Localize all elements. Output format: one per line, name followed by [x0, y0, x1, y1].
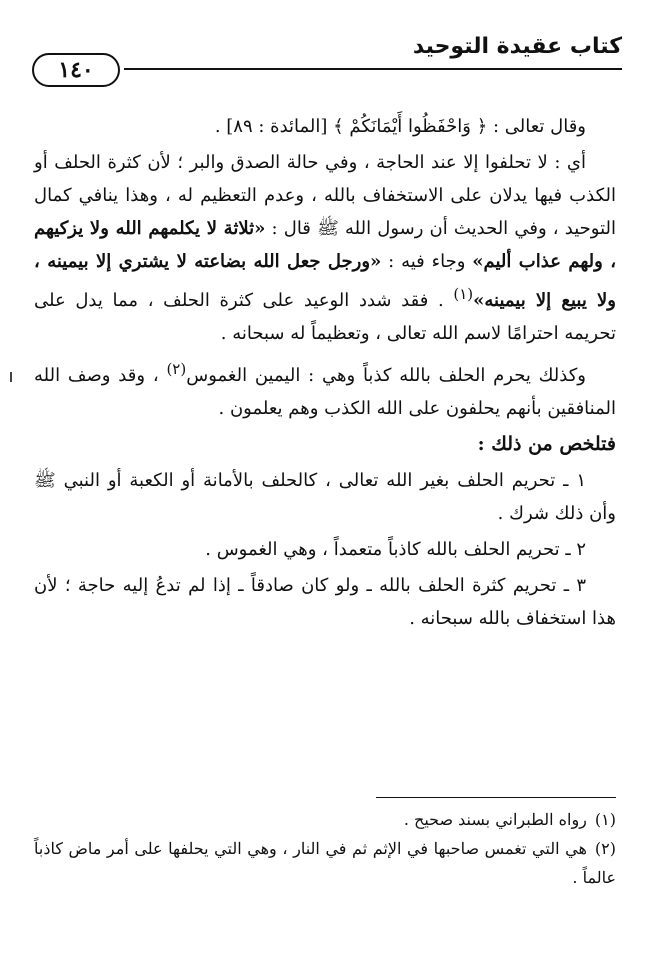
footnote-text: هي التي تغمس صاحبها في الإثم ثم في النار ، وهي التي يحلفها على أمر ماض كاذباً عالماً .	[34, 839, 616, 887]
explanation-paragraph	[34, 146, 616, 350]
footnote-rule	[376, 797, 616, 798]
footnote-number: (٢)	[594, 839, 616, 858]
footnote-ref-2: (٢)	[166, 360, 187, 378]
footnote-text: رواه الطبراني بسند صحيح .	[403, 810, 587, 829]
summary-item-3: ٣ ـ تحريم كثرة الحلف بالله ـ ولو كان صادقاً ـ إذا لم تدعُ إليه حاجة ؛ لأن هذا استخفاف بالله سبحانه .	[34, 575, 616, 629]
footnote-2	[34, 834, 616, 892]
explanation-text: أي : لا تحلفوا إلا عند الحاجة ، وفي حالة الصدق والبر ؛ لأن كثرة الحلف أو الكذب فيها يدلان على الاستخفاف بالله ، وعدم التعظيم له ، وهذا ينافي كمال التوحيد ، وفي الحديث أن رسول الله ﷺ قال :	[34, 152, 616, 239]
hadith-connector: وجاء فيه :	[381, 251, 473, 272]
hadith-quote-1: «ثلاثة لا يكلمهم الله ولا يزكيهم ، ولهم عذاب أليم»	[34, 218, 616, 272]
ghamus-text: وكذلك يحرم الحلف بالله كذباً وهي : اليمين الغموس	[186, 365, 586, 386]
header-rule	[124, 68, 622, 70]
explanation-end: . فقد شدد الوعيد على كثرة الحلف ، مما يدل على تحريمه احترامًا لاسم الله تعالى ، وتعظيماً له سبحانه .	[34, 290, 616, 344]
page-number: ١٤٠	[32, 53, 120, 87]
ghamus-paragraph	[34, 353, 616, 425]
summary-item-2: ٢ ـ تحريم الحلف بالله كاذباً متعمداً ، وهي الغموس .	[205, 539, 586, 560]
summary-item-1: ١ ـ تحريم الحلف بغير الله تعالى ، كالحلف بالأمانة أو الكعبة أو النبي ﷺ وأن ذلك شرك .	[34, 470, 616, 524]
hadith-quote-2: «ورجل جعل الله بضاعته لا يشتري إلا بيمينه ، ولا يبيع إلا بيمينه»	[34, 251, 616, 311]
footnote-1	[34, 805, 616, 834]
margin-mark	[10, 372, 12, 382]
footnotes	[34, 805, 616, 892]
footnote-ref-1: (١)	[453, 285, 474, 303]
page-header	[32, 28, 622, 88]
ghamus-end: ، وقد وصف الله المنافقين بأنهم يحلفون على الله الكذب وهم يعلمون .	[34, 365, 616, 419]
verse-paragraph: وقال تعالى : ﴿ وَاحْفَظُوا أَيْمَانَكُمْ ﴾ [المائدة : ٨٩] .	[214, 116, 586, 137]
book-title: كتاب عقيدة التوحيد	[412, 34, 622, 59]
summary-heading: فتلخص من ذلك :	[477, 433, 616, 455]
footnote-number: (١)	[594, 810, 616, 829]
body-text	[34, 110, 616, 638]
